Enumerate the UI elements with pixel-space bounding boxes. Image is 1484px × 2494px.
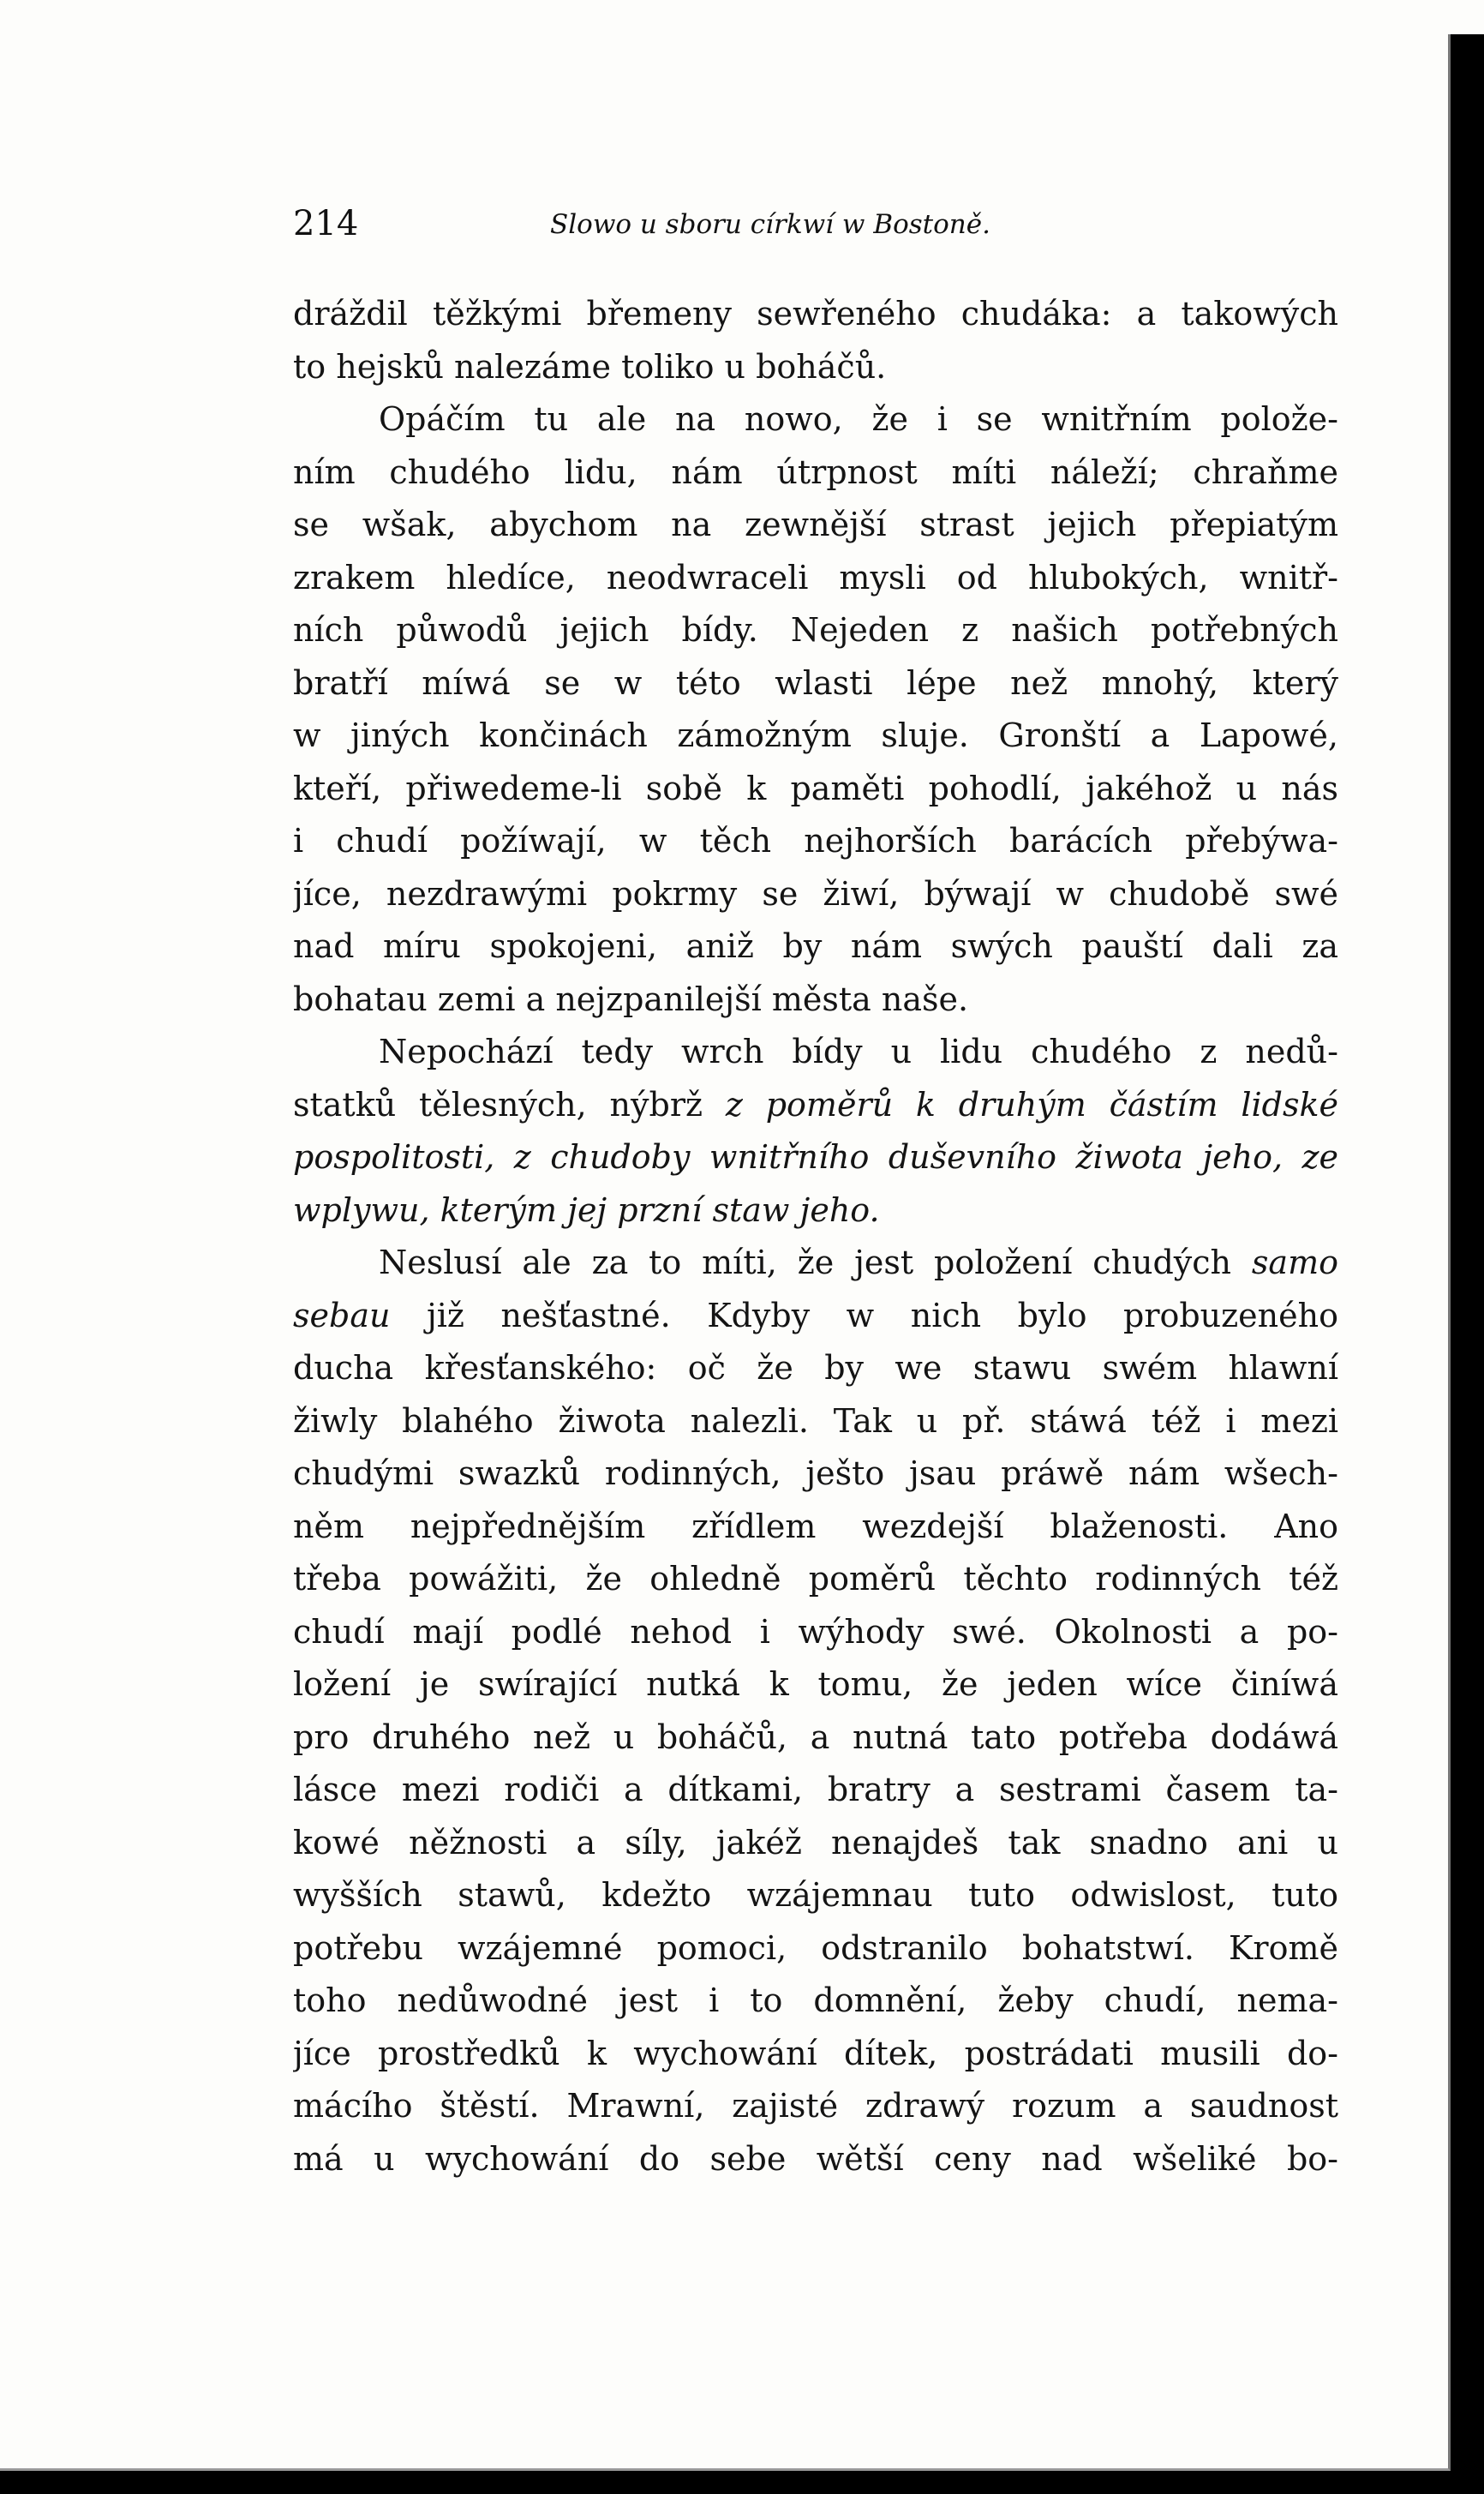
text-line: nad míru spokojeni, aniž by nám swých pauští dali za <box>293 927 1338 965</box>
text-line: chudí mají podlé nehod i wýhody swé. Okolnosti a po- <box>293 1612 1338 1651</box>
text-line: bratří míwá se w této wlasti lépe než mnohý, který <box>293 663 1338 702</box>
text-fragment: Neslusí ale za to míti, že jest položení chudých <box>379 1244 1232 1281</box>
page-header <box>293 204 1338 255</box>
text-line: bohatau zemi a nejzpanilejší města naše. <box>293 980 969 1018</box>
italic-line: pospolitosti, z chudoby wnitřního duševního žiwota jeho, ze <box>293 1138 1338 1176</box>
text-line-mixed <box>293 1079 1338 1132</box>
text-line: i chudí požíwají, w těch nejhorších barácích přebýwa- <box>293 822 1338 860</box>
text-line: kowé něžnosti a síly, jakéž nenajdeš tak snadno ani u <box>293 1823 1338 1862</box>
text-line: žiwly blahého žiwota nalezli. Tak u př. stáwá též i mezi <box>293 1401 1338 1440</box>
text-line: třeba powážiti, že ohledně poměrů těchto rodinných též <box>293 1560 1338 1598</box>
text-line: chudými swazků rodinných, ješto jsau práwě nám wšech- <box>293 1454 1338 1492</box>
italic-line: wplywu, kterým jej przní staw jeho. <box>293 1190 880 1229</box>
text-line: jíce prostředků k wychowání dítek, postrádati musili do- <box>293 2034 1338 2072</box>
italic-fragment: sebau <box>293 1296 391 1334</box>
page-edge <box>1337 0 1484 34</box>
text-fragment: již nešťastné. Kdyby w nich bylo probuzeného <box>426 1296 1338 1334</box>
text-line: dráždil těžkými břemeny sewřeného chudáka: a takowých <box>293 295 1338 333</box>
paragraph-start: Nepochází tedy wrch bídy u lidu chudého z nedů- <box>379 1033 1338 1070</box>
text-line: ním chudého lidu, nám útrpnost míti náleží; chraňme <box>293 453 1338 491</box>
text-line: kteří, přiwedeme-li sobě k paměti pohodlí, jakéhož u nás <box>293 769 1338 807</box>
text-line: má u wychowání do sebe wětší ceny nad wšeliké bo- <box>293 2139 1338 2178</box>
text-line: lásce mezi rodiči a dítkami, bratry a sestrami časem ta- <box>293 1771 1338 1808</box>
italic-fragment: samo <box>1251 1244 1338 1281</box>
paragraph-start: Opáčím tu ale na nowo, že i se wnitřním polože- <box>379 400 1338 438</box>
text-line-mixed <box>293 1290 1338 1343</box>
paragraph-start-mixed <box>293 1237 1338 1290</box>
text-line: ních půwodů jejich bídy. Nejeden z našich potřebných <box>293 611 1338 649</box>
text-line: se wšak, abychom na zewnější strast jejich přepiatým <box>293 506 1338 543</box>
body-text <box>293 288 1338 2185</box>
text-fragment: statků tělesných, nýbrž <box>293 1085 703 1124</box>
text-line: toho nedůwodné jest i to domnění, žeby chudí, nema- <box>293 1981 1338 2019</box>
text-line: jíce, nezdrawými pokrmy se žiwí, býwají w chudobě swé <box>293 874 1338 913</box>
running-title: Slowo u sboru církwí w Bostoně. <box>550 209 990 240</box>
page-number: 214 <box>293 204 359 243</box>
text-line: něm nejpřednějším zřídlem wezdejší blaženosti. Ano <box>293 1507 1338 1545</box>
italic-fragment: z poměrů k druhým částím lidské <box>725 1085 1338 1124</box>
text-line: potřebu wzájemné pomoci, odstranilo bohatstwí. Kromě <box>293 1928 1338 1967</box>
text-line: w jiných končinách zámožným sluje. Gronští a Lapowé, <box>293 716 1338 754</box>
text-line: pro druhého než u boháčů, a nutná tato potřeba dodáwá <box>293 1718 1338 1756</box>
text-line: ducha křesťanského: oč že by we stawu swém hlawní <box>293 1349 1338 1387</box>
text-line: zrakem hledíce, neodwraceli mysli od hlubokých, wnitř- <box>293 558 1338 597</box>
text-line: to hejsků nalezáme toliko u boháčů. <box>293 347 887 386</box>
text-line: wyšších stawů, kdežto wzájemnau tuto odwislost, tuto <box>293 1876 1338 1914</box>
text-line: ložení je swírající nutká k tomu, že jeden wíce činíwá <box>293 1665 1338 1703</box>
text-line: mácího štěstí. Mrawní, zajisté zdrawý rozum a saudnost <box>293 2087 1338 2125</box>
